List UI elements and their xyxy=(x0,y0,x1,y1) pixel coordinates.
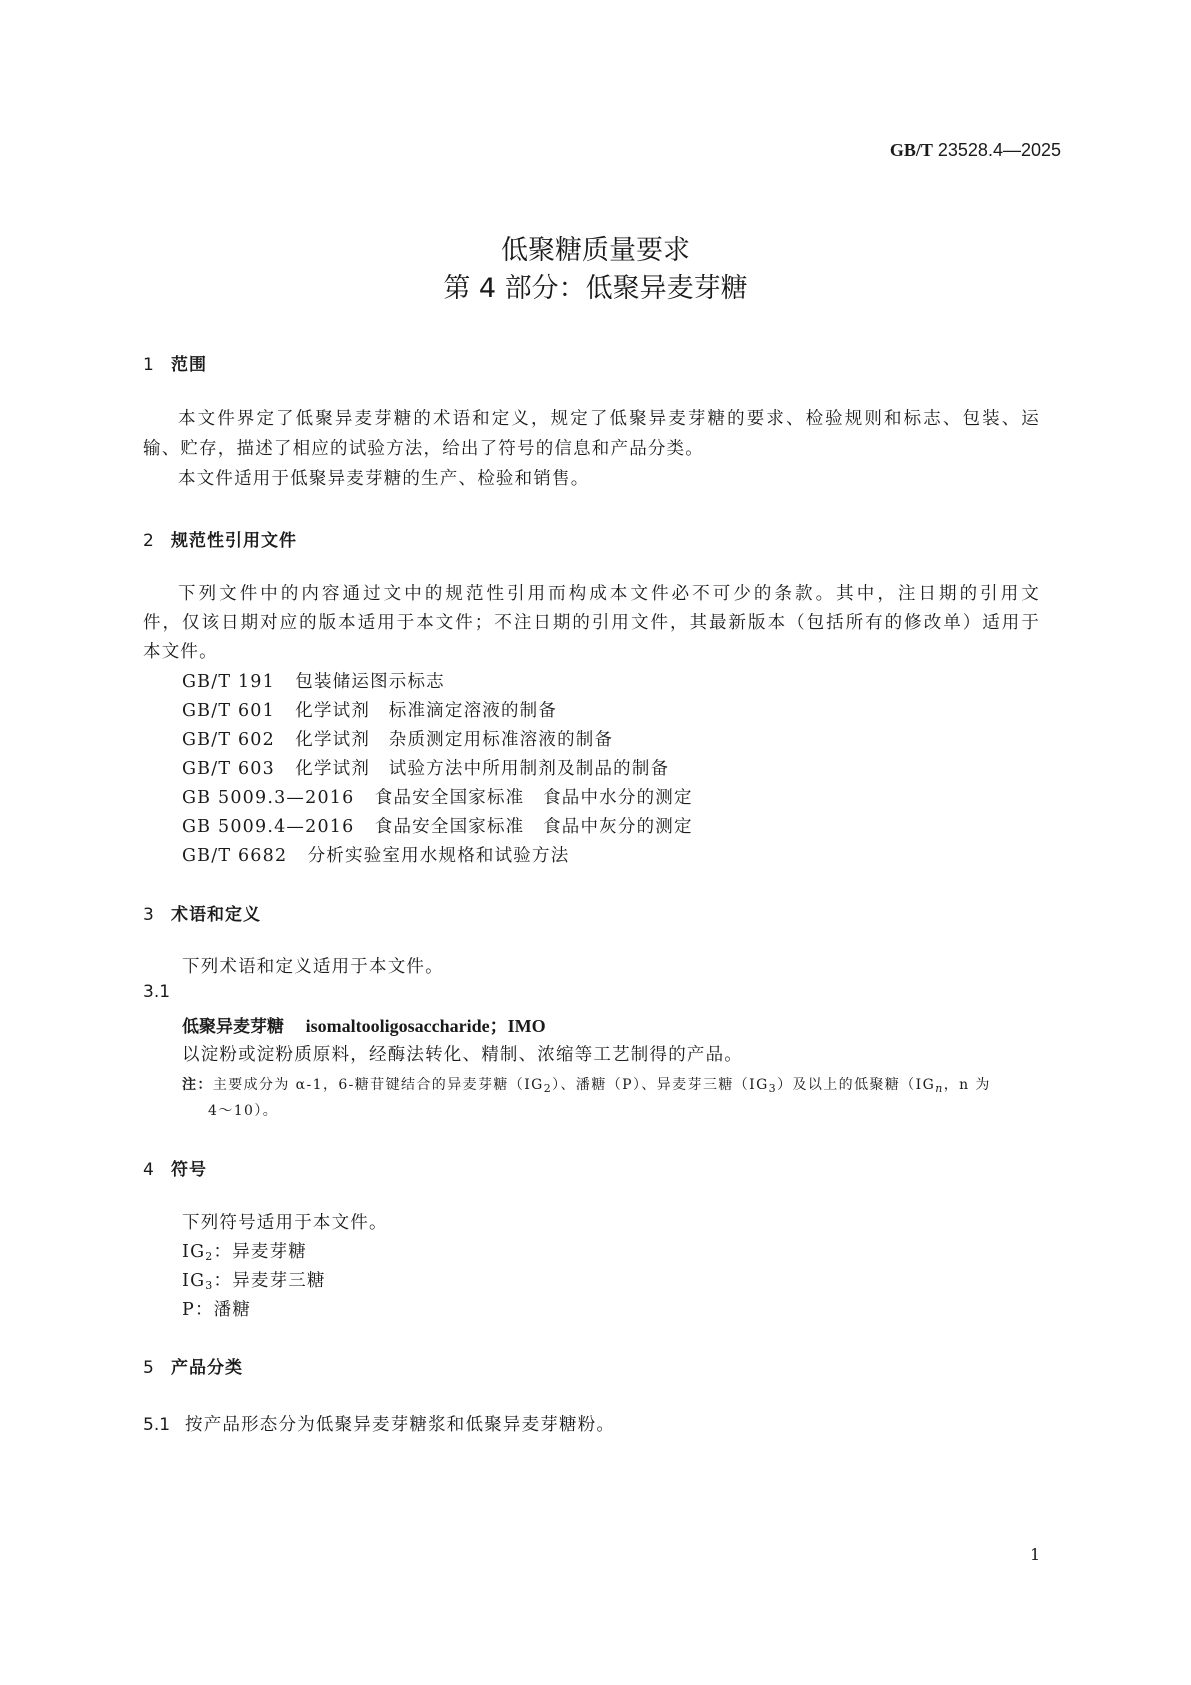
section-number: 2 xyxy=(143,531,155,551)
reference-item xyxy=(182,784,693,809)
symbols-intro: 下列符号适用于本文件。 xyxy=(182,1213,388,1233)
term-chinese: 低聚异麦芽糖 xyxy=(182,1017,284,1037)
symbol-definition: ：异麦芽三糖 xyxy=(213,1271,326,1291)
section-title: 符号 xyxy=(171,1160,207,1180)
subscript: 3 xyxy=(768,1082,778,1095)
reference-code: GB/T 6682 xyxy=(182,846,288,866)
reference-item xyxy=(182,697,557,722)
reference-item xyxy=(182,726,613,751)
reference-item xyxy=(182,755,669,780)
document-title-line2: 第 4 部分：低聚异麦芽糖 xyxy=(443,273,748,304)
reference-item xyxy=(182,813,693,838)
reference-code: GB/T 191 xyxy=(182,672,275,692)
reference-title: 化学试剂 标准滴定溶液的制备 xyxy=(295,701,558,721)
reference-code: GB/T 603 xyxy=(182,759,275,779)
symbol-item xyxy=(182,1267,326,1292)
clause-number: 5.1 xyxy=(143,1415,171,1435)
symbol-base: IG xyxy=(182,1271,206,1291)
reference-title: 化学试剂 试验方法中所用制剂及制品的制备 xyxy=(295,759,670,779)
note-text: ）及以上的低聚糖（IG xyxy=(777,1077,936,1093)
references-intro-line3: 本文件。 xyxy=(143,642,218,662)
reference-code: GB 5009.3—2016 xyxy=(182,788,355,808)
reference-code: GB/T 601 xyxy=(182,701,275,721)
reference-item xyxy=(182,842,569,867)
section-number: 1 xyxy=(143,355,155,375)
subscript: 2 xyxy=(543,1082,553,1095)
section-title: 规范性引用文件 xyxy=(171,531,297,551)
reference-title: 食品安全国家标准 食品中水分的测定 xyxy=(374,788,693,808)
section-2-heading xyxy=(143,526,297,551)
clause-text: 按产品形态分为低聚异麦芽糖浆和低聚异麦芽糖粉。 xyxy=(185,1415,616,1435)
section-number: 4 xyxy=(143,1160,155,1180)
page-number: 1 xyxy=(1030,1545,1041,1564)
term-entry xyxy=(182,1012,546,1038)
subscript: n xyxy=(935,1082,944,1095)
standard-code: 23528.4—2025 xyxy=(937,140,1061,160)
term-definition: 以淀粉或淀粉质原料，经酶法转化、精制、浓缩等工艺制得的产品。 xyxy=(182,1045,743,1065)
term-note xyxy=(182,1074,1040,1095)
reference-title: 分析实验室用水规格和试验方法 xyxy=(307,846,570,866)
symbol-item xyxy=(182,1238,307,1263)
standard-prefix: GB/T xyxy=(889,140,933,160)
section-3-heading xyxy=(143,900,261,925)
reference-title: 包装储运图示标志 xyxy=(295,672,445,692)
symbol-definition: ：异麦芽糖 xyxy=(213,1242,307,1262)
term-english: isomaltooligosaccharide；IMO xyxy=(305,1016,546,1036)
reference-code: GB/T 602 xyxy=(182,730,275,750)
document-title-line1: 低聚糖质量要求 xyxy=(501,235,690,266)
section-number: 3 xyxy=(143,905,155,925)
subscript: 2 xyxy=(205,1250,214,1263)
scope-paragraph-line1: 本文件界定了低聚异麦芽糖的术语和定义，规定了低聚异麦芽糖的要求、检验规则和标志、包装、运 xyxy=(178,409,1040,429)
reference-title: 食品安全国家标准 食品中灰分的测定 xyxy=(374,817,693,837)
section-4-heading xyxy=(143,1155,207,1180)
reference-title: 化学试剂 杂质测定用标准溶液的制备 xyxy=(295,730,614,750)
term-note-line2: 4～10）。 xyxy=(208,1103,279,1119)
note-label: 注： xyxy=(182,1077,213,1093)
reference-code: GB 5009.4—2016 xyxy=(182,817,355,837)
scope-paragraph-2: 本文件适用于低聚异麦芽糖的生产、检验和销售。 xyxy=(178,469,590,489)
scope-paragraph-line2: 输、贮存，描述了相应的试验方法，给出了符号的信息和产品分类。 xyxy=(143,439,704,459)
clause-number: 3.1 xyxy=(143,982,171,1002)
note-text: 主要成分为 α-1，6-糖苷键结合的异麦芽糖（IG xyxy=(212,1077,544,1093)
standard-number xyxy=(890,140,1061,161)
terms-intro: 下列术语和定义适用于本文件。 xyxy=(182,957,444,977)
section-5-heading xyxy=(143,1353,243,1378)
note-text: ）、潘糖（P）、异麦芽三糖（IG xyxy=(552,1077,769,1093)
note-text: ，n 为 xyxy=(943,1077,991,1093)
section-title: 范围 xyxy=(171,355,207,375)
references-intro-line1: 下列文件中的内容通过文中的规范性引用而构成本文件必不可少的条款。其中，注日期的引用文 xyxy=(178,584,1040,604)
reference-item xyxy=(182,668,445,693)
section-title: 术语和定义 xyxy=(171,905,261,925)
section-number: 5 xyxy=(143,1358,155,1378)
symbol-base: IG xyxy=(182,1242,206,1262)
section-title: 产品分类 xyxy=(171,1358,243,1378)
references-intro-line2: 件，仅该日期对应的版本适用于本文件；不注日期的引用文件，其最新版本（包括所有的修改单）适用于 xyxy=(143,613,1040,633)
subscript: 3 xyxy=(205,1279,214,1292)
symbol-item: P：潘糖 xyxy=(182,1300,252,1320)
clause-5-1 xyxy=(143,1411,615,1436)
section-1-heading xyxy=(143,350,207,375)
